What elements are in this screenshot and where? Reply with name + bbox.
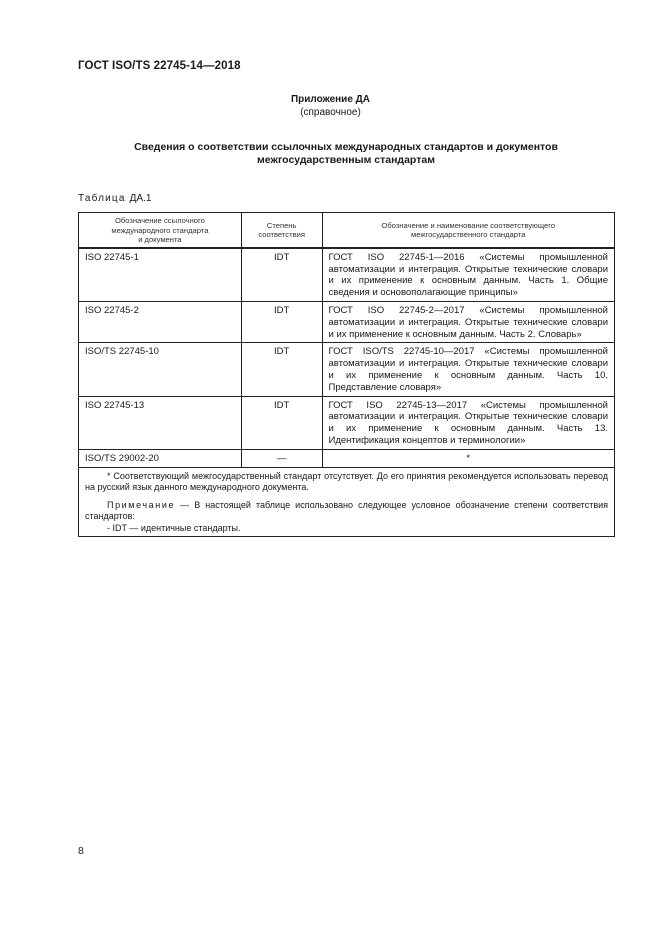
table-notes-row (79, 467, 615, 537)
table-row (79, 396, 615, 449)
row-degree: IDT (241, 396, 322, 449)
page-number: 8 (78, 845, 84, 857)
table-caption (78, 193, 151, 204)
table-caption-label: Таблица (78, 193, 126, 204)
header-col2-line2: соответствия (258, 230, 305, 240)
row-degree: IDT (241, 343, 322, 396)
row-reference: ISO 22745-13 (79, 396, 242, 449)
row-reference: ISO/TS 22745-10 (79, 343, 242, 396)
table-notes (79, 467, 615, 537)
table-note (85, 500, 608, 523)
document-code: ГОСТ ISO/TS 22745-14—2018 (78, 60, 241, 72)
note-text: — В настоящей таблице использовано следующее условное обозначение степени соответствия стандартов: (85, 499, 608, 522)
note-label: Примечание (107, 499, 176, 510)
note-item: - IDT — идентичные стандарты. (107, 522, 241, 533)
row-degree: IDT (241, 248, 322, 302)
header-col3-line1: Обозначение и наименование соответствующего (381, 220, 556, 230)
header-degree (241, 213, 322, 248)
table-footnote: * Соответствующий межгосударственный стандарт отсутствует. До его принятия рекомендуется использовать перевод на русский язык данного международного документа. (85, 470, 608, 493)
annex-heading (0, 93, 661, 119)
correspondence-table (78, 212, 615, 537)
row-reference: ISO 22745-2 (79, 301, 242, 342)
table-row (79, 301, 615, 342)
row-standard: ГОСТ ISO 22745-2—2017 «Системы промышленной автоматизации и интеграция. Открытые технические словари и их применение к основным данным. Часть 2. Словарь» (322, 301, 614, 342)
row-standard: ГОСТ ISO 22745-13—2017 «Системы промышленной автоматизации и интеграция. Открытые технические словари и их применение к основным данным. Часть 13. Идентификация концептов и терминологии» (322, 396, 614, 449)
header-interstate-standard (322, 213, 614, 248)
header-col1-line2: международного стандарта (111, 225, 209, 235)
annex-subtitle: (справочное) (300, 107, 361, 118)
table-header-row (79, 213, 615, 248)
section-title-line-1: Сведения о соответствии ссылочных международных стандартов и документов (134, 141, 558, 153)
annex-title: Приложение ДА (290, 94, 371, 105)
row-standard: * (322, 449, 614, 467)
table-row (79, 449, 615, 467)
row-standard: ГОСТ ISO 22745-1—2016 «Системы промышленной автоматизации и интеграция. Открытые технические словари и их применение к основным данным. Часть 1. Общие сведения и основополагающие принципы» (322, 248, 614, 302)
section-title (78, 141, 614, 167)
table-caption-number: ДА.1 (129, 193, 152, 204)
header-col2-line1: Степень (266, 220, 297, 230)
section-title-line-2: межгосударственным стандартам (257, 154, 435, 166)
table-row (79, 343, 615, 396)
header-col1-line3: и документа (138, 235, 182, 245)
header-col3-line2: межгосударственного стандарта (411, 230, 526, 240)
header-col1-line1: Обозначение ссылочного (114, 216, 205, 225)
table-row (79, 248, 615, 302)
row-reference: ISO/TS 29002-20 (79, 449, 242, 467)
header-reference-standard (79, 213, 242, 248)
row-degree: — (241, 449, 322, 467)
row-degree: IDT (241, 301, 322, 342)
row-standard: ГОСТ ISO/TS 22745-10—2017 «Системы промышленной автоматизации и интеграция. Открытые технические словари и их применение к основным данным. Часть 10. Представление словаря» (322, 343, 614, 396)
row-reference: ISO 22745-1 (79, 248, 242, 302)
